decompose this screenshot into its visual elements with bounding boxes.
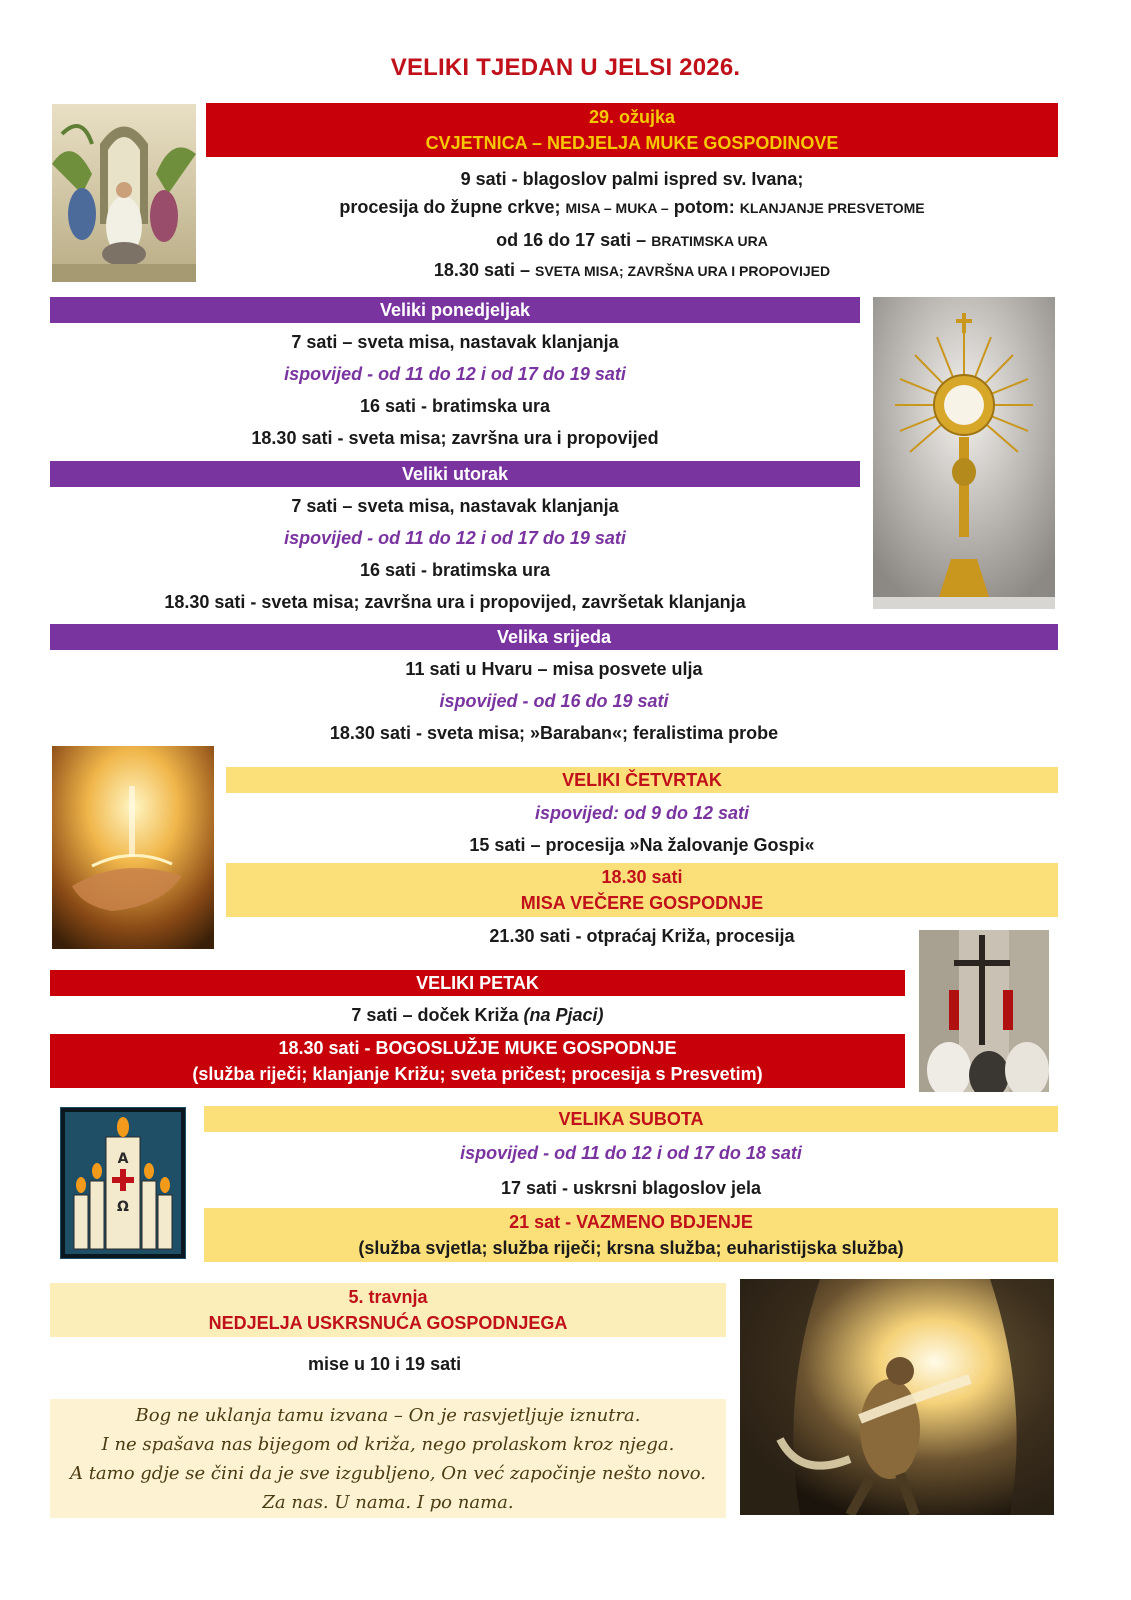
tuesday-line-4: 18.30 sati - sveta misa; završna ura i propovijed, završetak klanjanja [164,592,746,612]
saturday-header: VELIKA SUBOTA [204,1106,1058,1132]
thursday-line-2: 15 sati – procesija »Na žalovanje Gospi« [469,835,815,855]
procession-image [919,930,1049,1092]
friday-service: 18.30 sati - BOGOSLUŽJE MUKE GOSPODNJE [278,1038,677,1058]
thursday-mass-name: MISA VEČERE GOSPODNJE [520,893,764,913]
palm-line-1: 9 sati - blagoslov palmi ispred sv. Ivana; [460,169,804,189]
saturday-vigil-detail: (služba svjetla; služba riječi; krsna služba; euharistijska služba) [358,1238,904,1258]
monday-line-4: 18.30 sati - sveta misa; završna ura i propovijed [251,428,659,448]
palm-sunday-date: 29. ožujka [588,107,676,127]
easter-header [50,1283,726,1337]
quote-line-1: Bog ne uklanja tamu izvana – On je rasvjetljuje iznutra. [135,1405,641,1426]
thursday-header: VELIKI ČETVRTAK [226,767,1058,793]
svg-text:A: A [117,1151,129,1167]
wednesday-line-3: 18.30 sati - sveta misa; »Baraban«; feralistima probe [329,723,779,743]
saturday-vigil: 21 sat - VAZMENO BDJENJE [509,1212,753,1232]
friday-service-detail: (služba riječi; klanjanje Križu; sveta pričest; procesija s Presvetim) [192,1064,763,1084]
friday-service-block [50,1034,905,1088]
palm-sunday-name: CVJETNICA – NEDJELJA MUKE GOSPODINOVE [425,133,839,153]
thursday-line-3: 21.30 sati - otpraćaj Križa, procesija [489,926,795,946]
closing-quote [50,1399,726,1518]
tuesday-confession: ispovijed - od 11 do 12 i od 17 do 19 sati [284,528,626,548]
saturday-line-2: 17 sati - uskrsni blagoslov jela [500,1178,762,1198]
tuesday-line-3: 16 sati - bratimska ura [359,560,551,580]
tuesday-header: Veliki utorak [50,461,860,487]
friday-line-1: 7 sati – doček Križa (na Pjaci) [351,1005,604,1025]
monstrance-image [873,297,1055,609]
thursday-mass-block [226,863,1058,917]
quote-line-4: Za nas. U nama. I po nama. [262,1492,514,1513]
easter-date: 5. travnja [348,1287,428,1307]
palm-line-4: 18.30 sati – SVETA MISA; ZAVRŠNA URA I PROPOVIJED [433,260,831,280]
holy-thursday-image [52,746,214,949]
tuesday-line-1: 7 sati – sveta misa, nastavak klanjanja [291,496,619,516]
palm-sunday-header [206,103,1058,157]
easter-masses: mise u 10 i 19 sati [308,1354,462,1374]
thursday-mass-time: 18.30 sati [601,867,683,887]
saturday-confession: ispovijed - od 11 do 12 i od 17 do 18 sati [460,1143,802,1163]
monday-line-1: 7 sati – sveta misa, nastavak klanjanja [291,332,619,352]
palm-line-2: procesija do župne crkve; MISA – MUKA – potom: KLANJANJE PRESVETOME [339,197,925,217]
thursday-confession: ispovijed: od 9 do 12 sati [534,803,750,823]
saturday-vigil-block [204,1208,1058,1262]
wednesday-header: Velika srijeda [50,624,1058,650]
easter-name: NEDJELJA USKRSNUĆA GOSPODNJEGA [208,1313,568,1333]
palm-line-3: od 16 do 17 sati – BRATIMSKA URA [496,230,768,250]
wednesday-confession: ispovijed - od 16 do 19 sati [439,691,669,711]
quote-line-3: A tamo gdje se čini da je sve izgubljeno, On već započinje nešto novo. [69,1463,707,1484]
palm-sunday-image [52,104,196,282]
quote-line-2: I ne spašava nas bijegom od križa, nego prolaskom kroz njega. [101,1434,675,1455]
easter-candle-image [60,1107,186,1259]
wednesday-line-1: 11 sati u Hvaru – misa posvete ulja [405,659,703,679]
monday-header: Veliki ponedjeljak [50,297,860,323]
page-title: VELIKI TJEDAN U JELSI 2026. [390,54,741,81]
monday-line-3: 16 sati - bratimska ura [359,396,551,416]
monday-confession: ispovijed - od 11 do 12 i od 17 do 19 sati [284,364,626,384]
svg-text:Ω: Ω [117,1199,129,1215]
resurrection-image [740,1279,1054,1515]
friday-header: VELIKI PETAK [50,970,905,996]
